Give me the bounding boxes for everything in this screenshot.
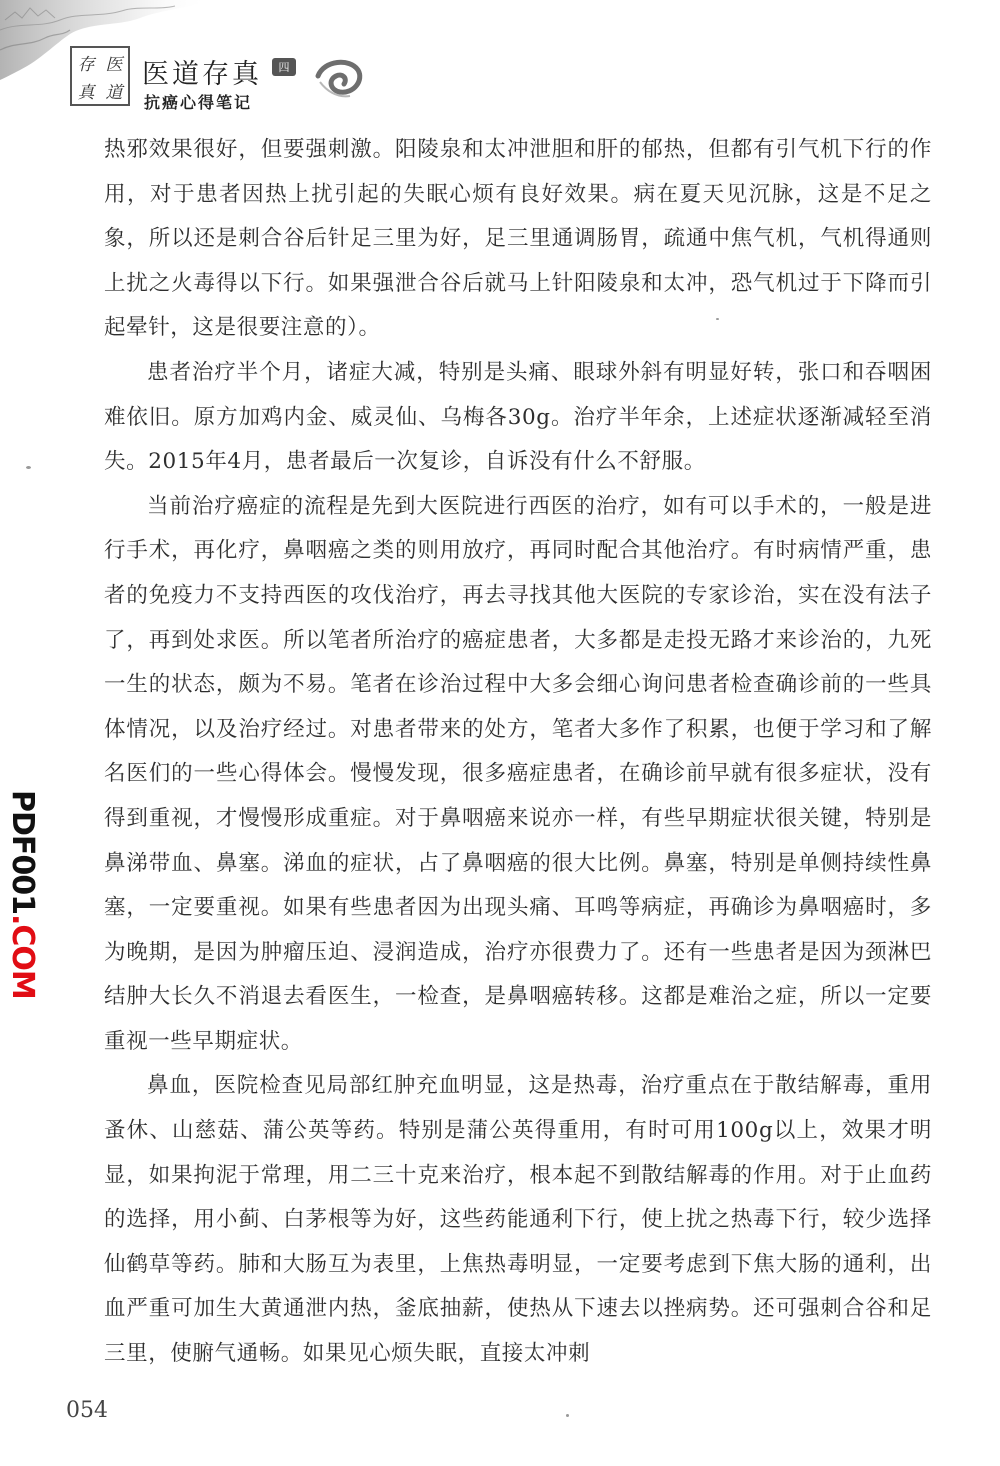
scan-speck — [26, 466, 31, 469]
series-title: 医道存真 — [142, 59, 262, 90]
book-subtitle: 抗癌心得笔记 — [144, 93, 253, 112]
seal-char: 存 — [77, 54, 95, 75]
seal-char: 医 — [105, 54, 123, 75]
seal-char: 真 — [77, 82, 95, 103]
body-paragraph: 热邪效果很好，但要强刺激。阳陵泉和太冲泄胆和肝的郁热，但都有引气机下行的作用，对于患者因热上扰引起的失眠心烦有良好效果。病在夏天见沉脉，这是不足之象，所以还是刺合谷后针足三里为好，足三里通调肠胃，疏通中焦气机，气机得通则上扰之火毒得以下行。如果强泄合谷后就马上针阳陵泉和太冲，恐气机过于下降而引起晕针，这是很要注意的）。 — [104, 137, 932, 341]
site-watermark — [5, 790, 40, 1030]
scan-speck — [566, 1414, 569, 1417]
watermark-text-red: .COM — [5, 914, 40, 999]
scan-speck — [716, 318, 719, 320]
header-seal-logo — [70, 46, 130, 106]
seal-char: 道 — [105, 82, 123, 103]
page-number: 054 — [66, 1398, 108, 1423]
page-body — [104, 128, 932, 1377]
series-volume-mark: 四 — [272, 58, 296, 76]
body-paragraph: 鼻血，医院检查见局部红肿充血明显，这是热毒，治疗重点在于散结解毒，重用蚤休、山慈菇、蒲公英等药。特别是蒲公英得重用，有时可用100g以上，效果才明显，如果拘泥于常理，用二三十克来治疗，根本起不到散结解毒的作用。对于止血药的选择，用小蓟、白茅根等为好，这些药能通利下行，使上扰之热毒下行，较少选择仙鹤草等药。肺和大肠互为表里，上焦热毒明显，一定要考虑到下焦大肠的通利，出血严重可加生大黄通泄内热，釜底抽薪，使热从下速去以挫病势。还可强刺合谷和足三里，使腑气通畅。如果见心烦失眠，直接太冲刺 — [104, 1073, 932, 1367]
body-paragraph: 当前治疗癌症的流程是先到大医院进行西医的治疗，如有可以手术的，一般是进行手术，再化疗，鼻咽癌之类的则用放疗，再同时配合其他治疗。有时病情严重，患者的免疫力不支持西医的攻伐治疗，再去寻找其他大医院的专家诊治，实在没有法子了，再到处求医。所以笔者所治疗的癌症患者，大多都是走投无路才来诊治的，九死一生的状态，颇为不易。笔者在诊治过程中大多会细心询问患者检查确诊前的一些具体情况，以及治疗经过。对患者带来的处方，笔者大多作了积累，也便于学习和了解名医们的一些心得体会。慢慢发现，很多癌症患者，在确诊前早就有很多症状，没有得到重视，才慢慢形成重症。对于鼻咽癌来说亦一样，有些早期症状很关键，特别是鼻涕带血、鼻塞。涕血的症状，占了鼻咽癌的很大比例。鼻塞，特别是单侧持续性鼻塞，一定要重视。如果有些患者因为出现头痛、耳鸣等病症，再确诊为鼻咽癌时，多为晚期，是因为肿瘤压迫、浸润造成，治疗亦很费力了。还有一些患者是因为颈淋巴结肿大长久不消退去看医生，一检查，是鼻咽癌转移。这都是难治之症，所以一定要重视一些早期症状。 — [104, 493, 932, 1054]
brush-swirl-icon — [310, 56, 370, 106]
watermark-text-black: PDF001 — [5, 790, 40, 915]
body-paragraph: 患者治疗半个月，诸症大减，特别是头痛、眼球外斜有明显好转，张口和吞咽困难依旧。原方加鸡内金、威灵仙、乌梅各30g。治疗半年余，上述症状逐渐减轻至消失。2015年4月，患者最后一次复诊，自诉没有什么不舒服。 — [104, 359, 932, 475]
page-header — [0, 0, 420, 120]
